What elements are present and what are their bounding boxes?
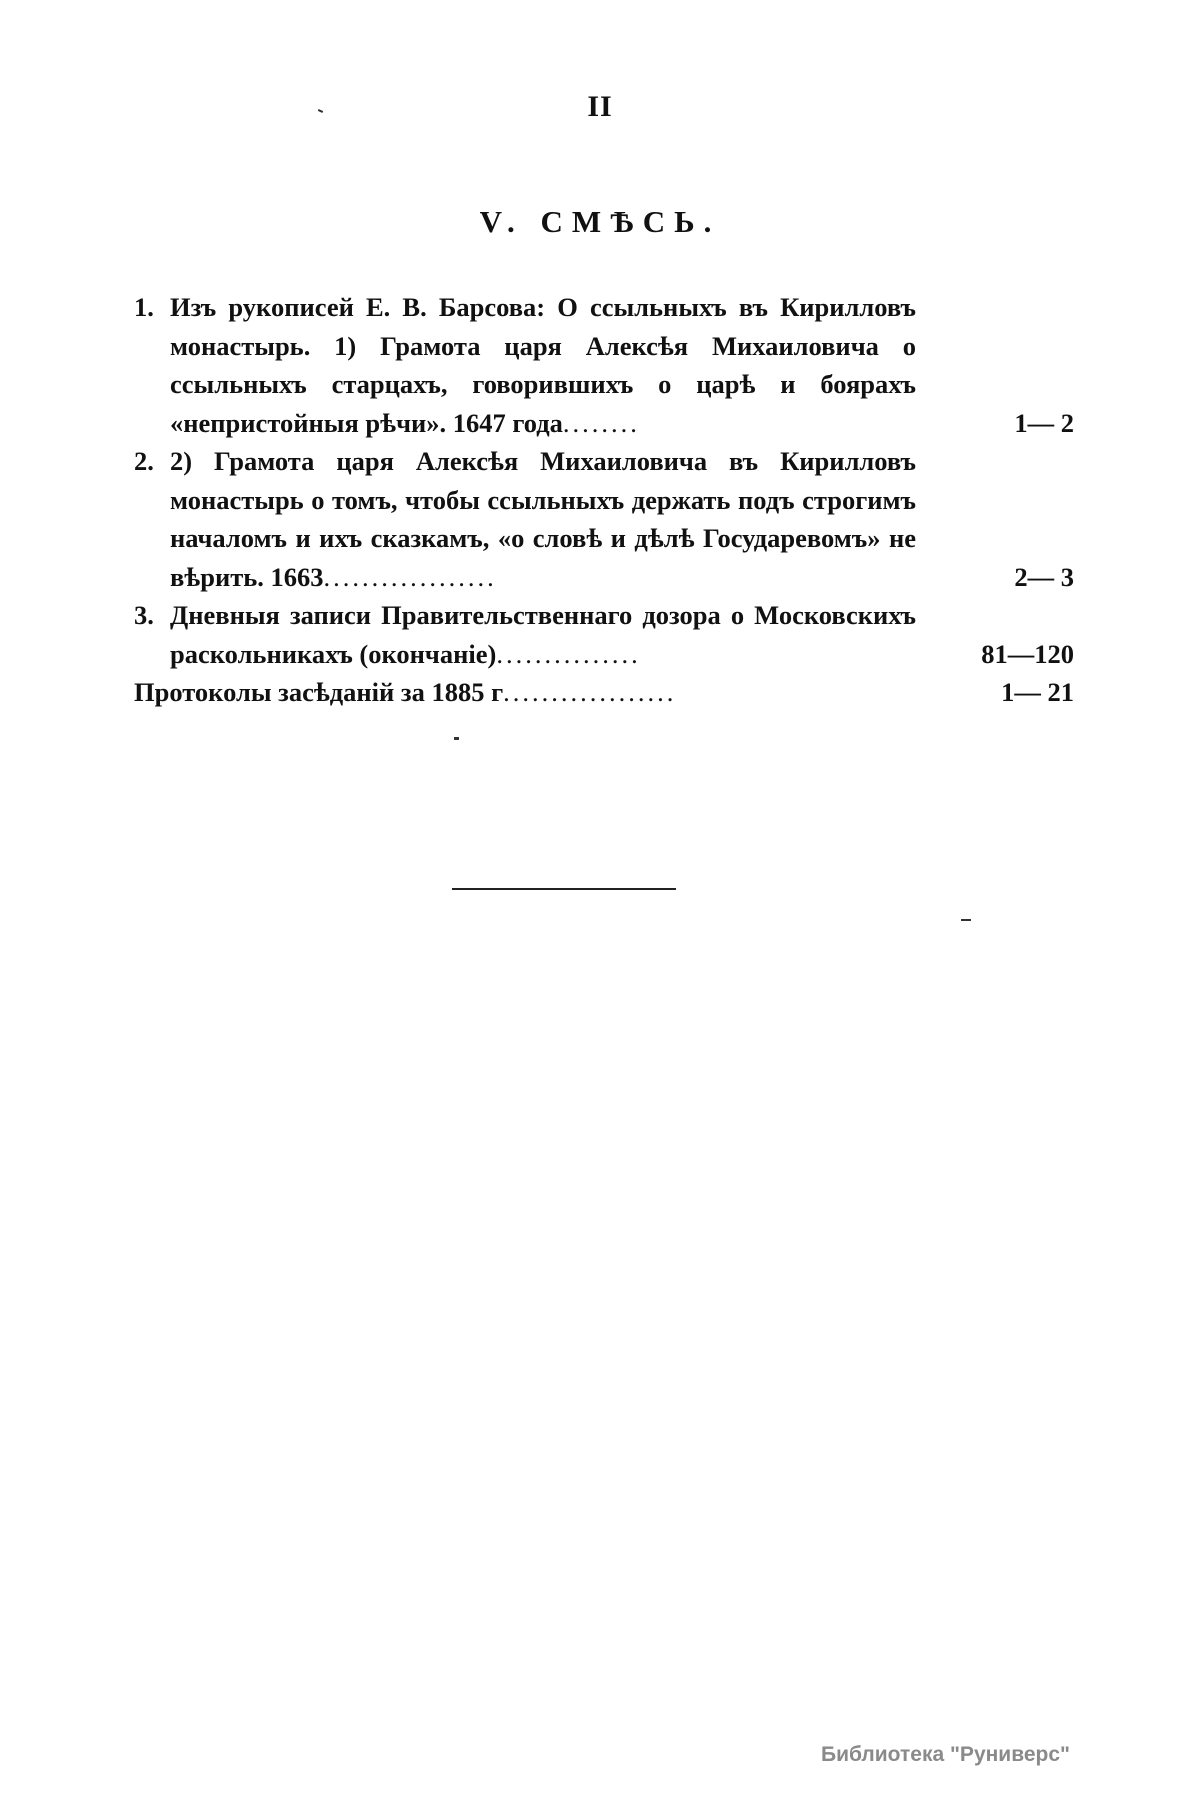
toc-entry-leader: ..................	[503, 677, 677, 707]
toc-entry-title	[170, 442, 916, 596]
toc-entry	[134, 288, 1074, 442]
table-of-contents	[134, 288, 1074, 712]
page-number: II	[587, 90, 613, 123]
toc-entry-number: 3.	[134, 600, 154, 630]
section-title: V. СМѢСЬ.	[479, 204, 721, 239]
divider-rule	[452, 888, 676, 890]
toc-entry	[134, 596, 1074, 673]
toc-entry-title	[170, 596, 916, 673]
toc-entry-leader: ...............	[496, 638, 641, 669]
toc-entry-pages: 1— 21	[1001, 677, 1074, 707]
toc-entry-pages: 81—120	[981, 638, 1074, 669]
print-speck	[961, 919, 971, 921]
toc-entry	[134, 673, 1074, 712]
toc-entry	[134, 442, 1074, 596]
toc-entry-leader: ..................	[323, 561, 497, 592]
toc-entry-number: 1.	[134, 292, 154, 322]
toc-entry-text: Протоколы засѣданій за 1885 г	[134, 677, 504, 707]
toc-entry-title	[134, 673, 916, 712]
toc-entry-pages: 1— 2	[1014, 407, 1074, 438]
toc-entry-pages: 2— 3	[1014, 561, 1074, 592]
toc-entry-number: 2.	[134, 446, 154, 476]
toc-entry-text: Изъ рукописей Е. В. Барсова: О ссыльныхъ въ Кирилловъ монастырь. 1) Грамота царя Алексѣя Михаиловича о ссыльныхъ старцахъ, говорившихъ о царѣ и боярахъ «непристойныя рѣчи». 1647 года	[170, 292, 916, 438]
toc-entry-text: Дневныя записи Правительственнаго дозора о Московскихъ раскольникахъ (окончаніе)	[170, 600, 916, 669]
toc-entry-title	[170, 288, 916, 442]
toc-entry-leader: ........	[562, 407, 640, 438]
toc-entry-text: 2) Грамота царя Алексѣя Михаиловича въ Кирилловъ монастырь о томъ, чтобы ссыльныхъ держать подъ строгимъ началомъ и ихъ сказкамъ, «о словѣ и дѣлѣ Государевомъ» не вѣрить. 1663	[170, 446, 916, 592]
library-watermark: Библиотека "Руниверс"	[820, 1743, 1070, 1766]
print-speck	[454, 737, 459, 740]
